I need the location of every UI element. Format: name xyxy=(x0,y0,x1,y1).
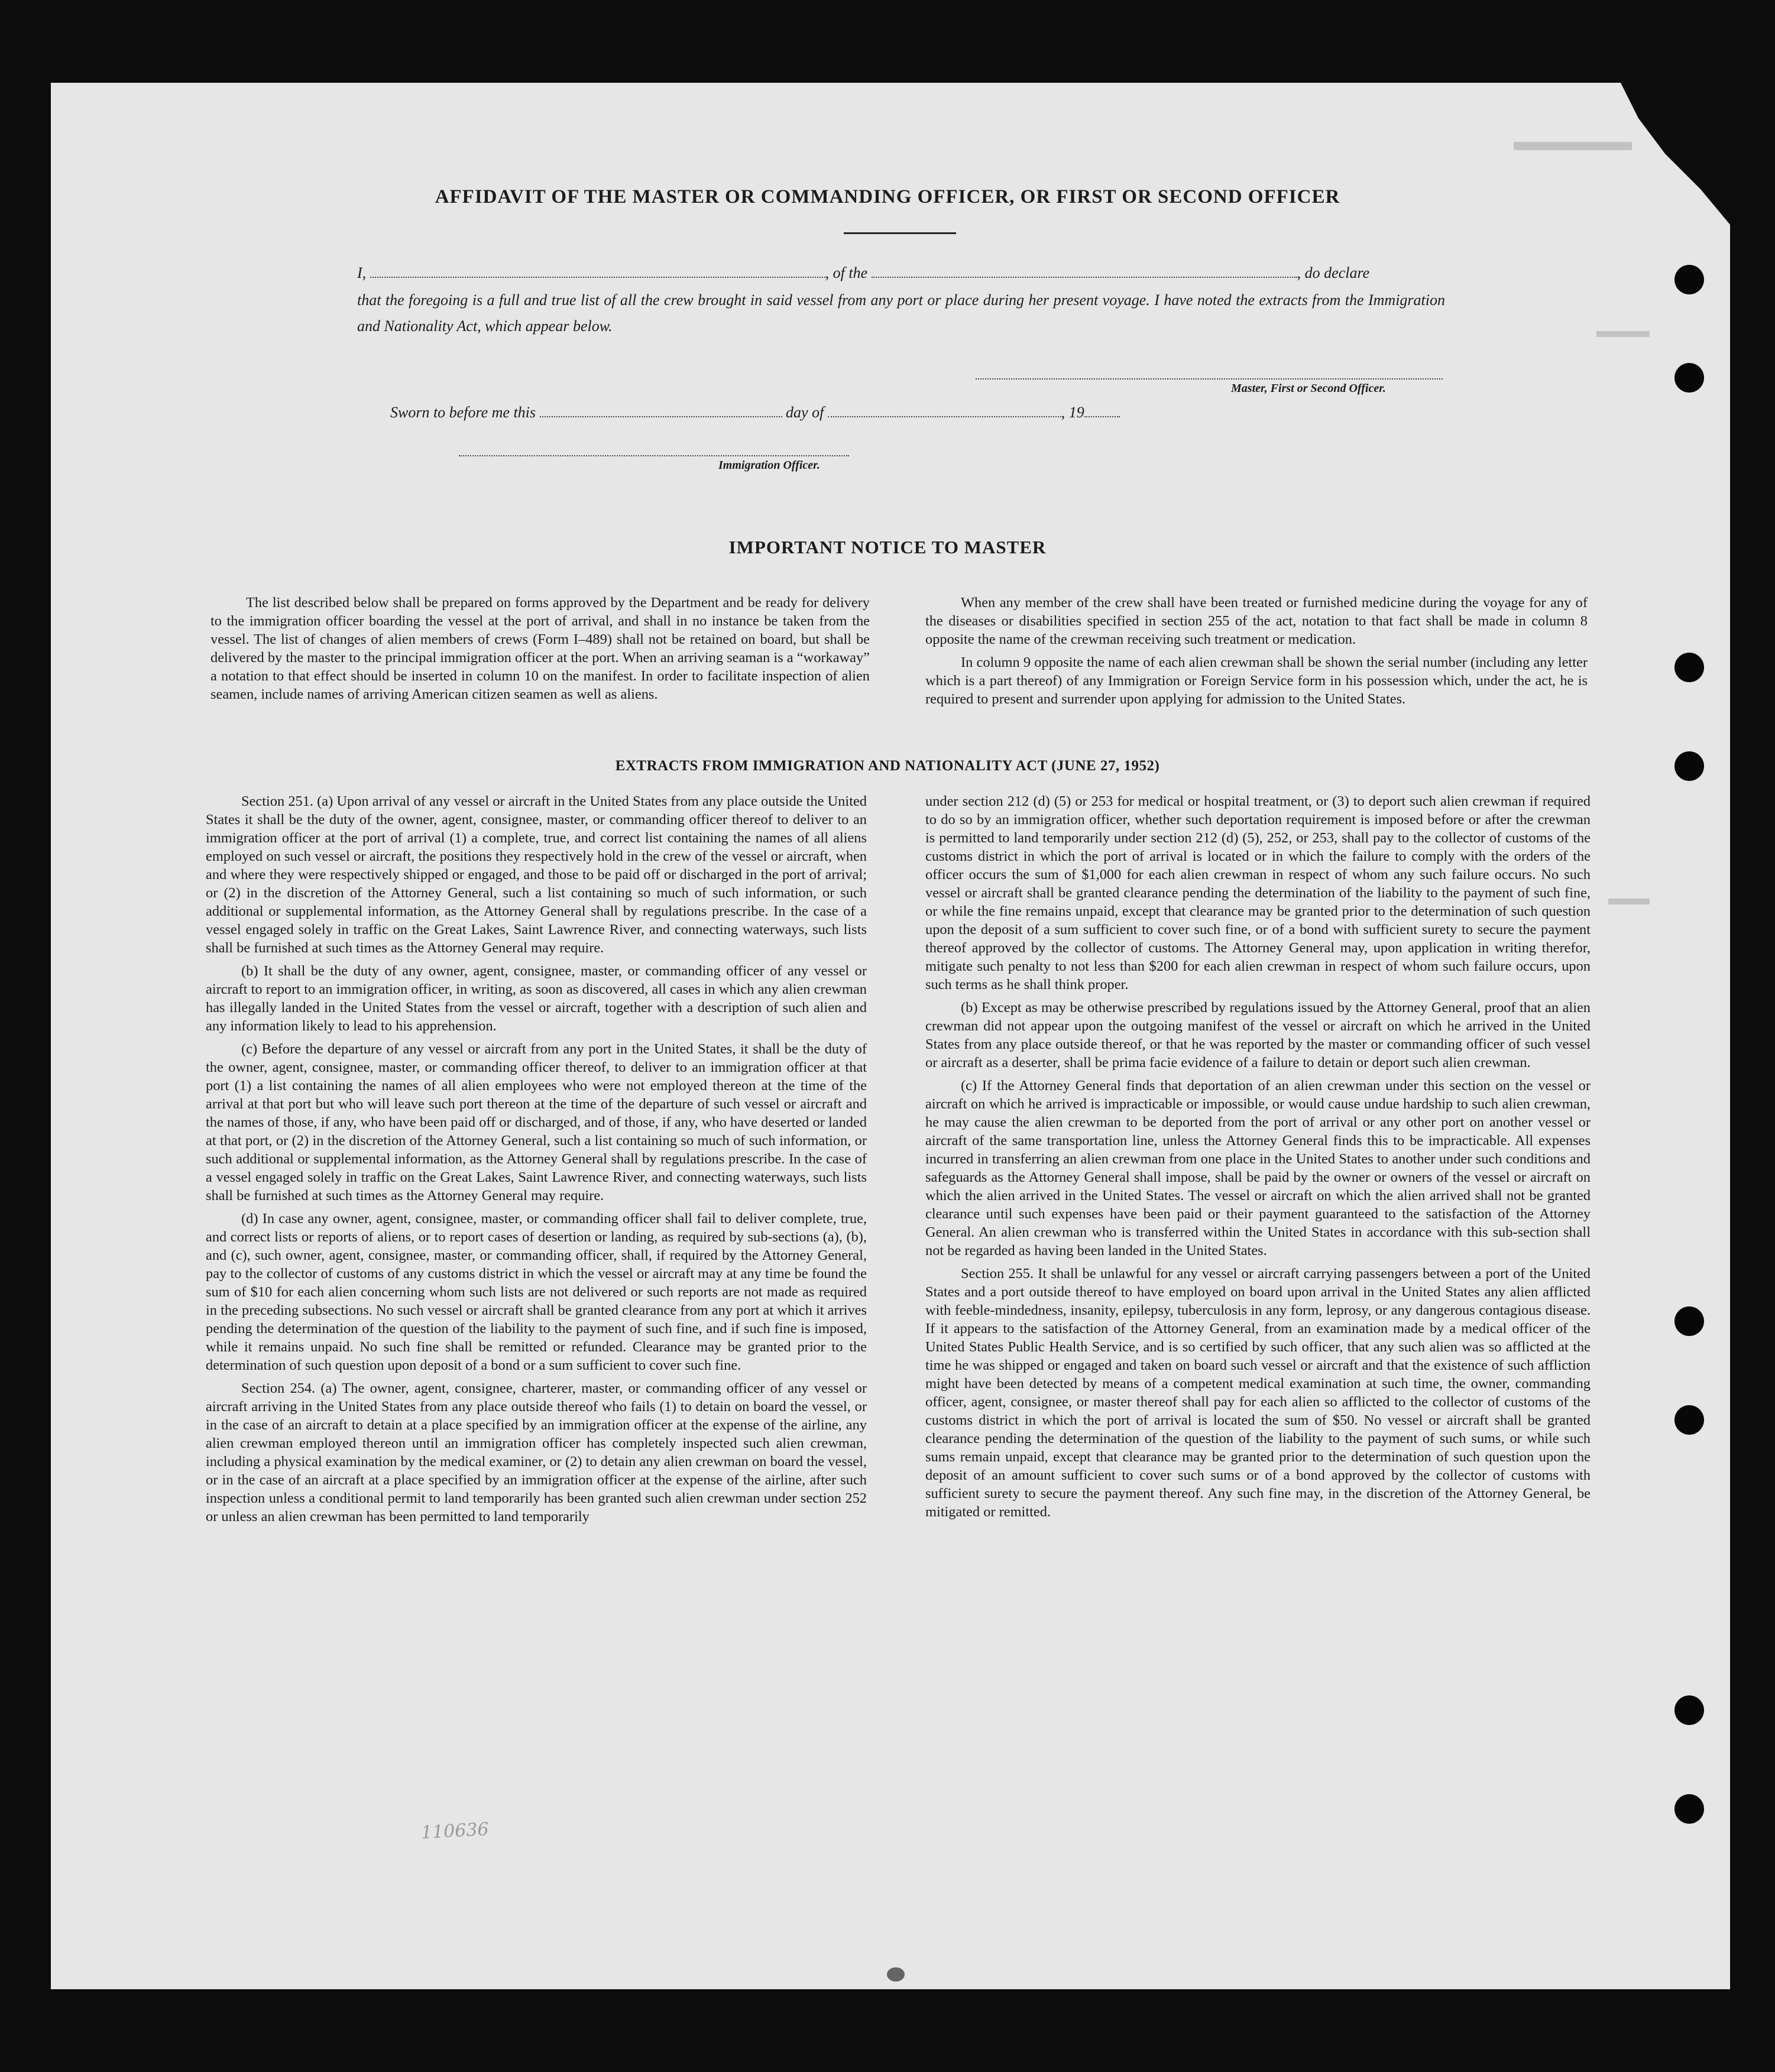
affidavit-title: AFFIDAVIT OF THE MASTER OR COMMANDING OFFICER, OR FIRST OR SECOND OFFICER xyxy=(435,186,1340,207)
notice-right-paragraph: When any member of the crew shall have been treated or furnished medicine during the voyage for any of the diseases or disabilities specified in section 255 of the act, notation to that fact shall be made in column 8 opposite the name of the crewman receiving such treatment or medication. xyxy=(925,595,1588,647)
day-of-label: day of xyxy=(786,404,824,421)
sworn-month-blank xyxy=(828,403,1061,417)
do-declare-label: , do declare xyxy=(1297,264,1370,281)
handwritten-stamp-number: 110636 xyxy=(420,1819,490,1843)
master-signature-line xyxy=(976,378,1443,380)
extract-paragraph: (b) It shall be the duty of any owner, agent, consignee, master, or commanding officer of any vessel or aircraft to report to an immigration officer, in writing, as soon as discovered, all cases in which any alien crewman has illegally landed in the United States from the vessel or aircraft, together with a description of such alien and any information likely to lead to his apprehension. xyxy=(206,963,867,1034)
affidavit-declaration-line xyxy=(357,260,1445,286)
extract-paragraph: (b) Except as may be otherwise prescribed by regulations issued by the Attorney General, proof that an alien crewman did not appear upon the outgoing manifest of the vessel or aircraft on which he arrived in the United States from any place outside thereof, or that he was reported by the master or commanding officer of such vessel or aircraft as a deserter, shall be prima facie evidence of a failure to detain or deport such alien crewman. xyxy=(925,1000,1591,1071)
year-label: , 19 xyxy=(1061,404,1084,421)
sworn-year-blank xyxy=(1084,403,1120,417)
binder-hole xyxy=(1674,1306,1704,1336)
bleed-through-mark xyxy=(887,1967,905,1982)
officer-signature-line xyxy=(459,455,849,456)
extract-paragraph: Section 255. It shall be unlawful for any vessel or aircraft carrying passengers between a port of the United States and a port outside thereof to have employed on board upon arrival in the United States any alien afflicted with feeble-mindedness, insanity, epilepsy, tuberculosis in any form, leprosy, or any dangerous contagious disease. If it appears to the satisfaction of the Attorney General, from an examination made by a medical officer of the United States Public Health Service, and is so certified by such officer, that any such alien was so afflicted at the time he was shipped or engaged and taken on board such vessel or aircraft and that the existence of such affliction might have been detected by means of a competent medical examination at such time, the owner, commanding officer, agent, consignee, or master thereof shall pay for each alien so afflicted to the collector of customs of the customs district in which the port of arrival is located the sum of $50. No vessel or aircraft shall be granted clearance pending the determination of the question of the liability to the payment of such sums, or while such sums remain unpaid, except that clearance may be granted prior to the determination of such question upon the deposit of an amount sufficient to cover such sums or of a bond approved by the collector of customs with sufficient surety to secure the payment thereof. Any such fine may, in the discretion of the Attorney General, be mitigated or remitted. xyxy=(925,1266,1591,1520)
notice-left-paragraph: The list described below shall be prepared on forms approved by the Department and be ready for delivery to the immigration officer boarding the vessel at the port of arrival, and shall in no instance be taken from the vessel. The list of changes of alien members of crews (Form I–489) shall not be retained on board, but shall be delivered by the master to the principal immigration officer at the port. When an arriving seaman is a “workaway” a notation to that effect should be inserted in column 10 on the manifest. In order to facilitate inspection of alien seamen, include names of arriving American citizen seamen as well as aliens. xyxy=(210,595,870,702)
binder-hole xyxy=(1674,363,1704,393)
extract-paragraph: Section 254. (a) The owner, agent, consignee, charterer, master, or commanding officer of any vessel or aircraft arriving in the United States from any place outside thereof who fails (1) to detain on board the vessel, or in the case of an aircraft to detain at a place specified by an immigration officer at the expense of the airline, any alien crewman employed thereon until an immigration officer has completely inspected such alien crewman, including a physical examination by the medical examiner, or (2) to detain any alien crewman on board the vessel, or in the case of an aircraft at a place specified by an immigration officer at the expense of the airline, after such inspection unless a conditional permit to land temporarily has been granted such alien crewman under section 252 or unless an alien crewman has been permitted to land temporarily xyxy=(206,1380,867,1525)
notice-right-column xyxy=(925,594,1588,713)
extracts-right-column xyxy=(925,792,1591,1526)
master-caption: Master, First or Second Officer. xyxy=(1231,382,1386,395)
extract-paragraph: (c) If the Attorney General finds that deportation of an alien crewman under this section on the vessel or aircraft on which he arrived is impracticable or impossible, or would cause undue hardship to such alien crewman, he may cause the alien crewman to be deported from the port of arrival or any other port on another vessel or aircraft of the same transportation line, unless the Attorney General finds this to be impracticable. All expenses incurred in transferring an alien crewman from one place in the United States to another under such conditions and safeguards as the Attorney General shall impose, shall be paid by the owner or owners of the vessel or aircraft on which the alien arrived in the United States. The vessel or aircraft on which the alien arrived shall not be granted clearance until such expenses have been paid or their payment guaranteed to the satisfaction of the Attorney General. An alien crewman who is transferred within the United States in accordance with this sub-section shall not be regarded as having been landed in the United States. xyxy=(925,1078,1591,1259)
binder-hole xyxy=(1674,1405,1704,1435)
binder-hole xyxy=(1674,1695,1704,1725)
extract-paragraph: (c) Before the departure of any vessel or aircraft from any port in the United States, it shall be the duty of the owner, agent, consignee, master, or commanding officer thereof, to deliver to an immigration officer at that port (1) a list containing the names of all alien employees who were not employed thereon at the time of the arrival at that port but who will leave such port thereon at the time of the departure of such vessel or aircraft and the names of those, if any, who have been paid off or discharged, and of those, if any, who have deserted or landed at that port, or (2) in the discretion of the Attorney General, such a list containing so much of such information, or such additional or supplemental information, as the Attorney General shall by regulations prescribe. In the case of a vessel engaged solely in traffic on the Great Lakes, Saint Lawrence River, and connecting waterways, such lists shall be furnished at such times as the Attorney General may require. xyxy=(206,1041,867,1204)
name-blank xyxy=(370,264,825,278)
binder-hole xyxy=(1674,265,1704,294)
notice-right-paragraph: In column 9 opposite the name of each alien crewman shall be shown the serial number (including any letter which is a part thereof) of any Immigration or Foreign Service form in his possession which, under the act, he is required to present and surrender upon applying for admission to the United States. xyxy=(925,654,1588,707)
extract-paragraph: (d) In case any owner, agent, consignee, master, or commanding officer shall fail to deliver complete, true, and correct lists or reports of aliens, or to report cases of desertion or landing, as required by sub-sections (a), (b), and (c), such owner, agent, consignee, master, or commanding officer, shall, if required by the Attorney General, pay to the collector of customs of any customs district in which the vessel or aircraft may at any time be found the sum of $10 for each alien concerning whom such lists are not delivered or such reports are not made as required in the preceding subsections. No such vessel or aircraft shall be granted clearance from any port at which it arrives pending the determination of the question of the liability to the payment of such fine, and if such fine is imposed, while it remains unpaid. No such fine shall be remitted or refunded. Clearance may be granted prior to the determination of such question upon deposit of a bond or a sum sufficient to cover such fine. xyxy=(206,1211,867,1373)
affidavit-body: that the foregoing is a full and true list of all the crew brought in said vessel from any port or place during her present voyage. I have noted the extracts from the Immigration and Nationality Act, which appear below. xyxy=(357,291,1445,335)
bleed-through-mark xyxy=(1596,331,1650,337)
affidavit-i-label: I, xyxy=(357,264,367,281)
extracts-title: EXTRACTS FROM IMMIGRATION AND NATIONALITY ACT (JUNE 27, 1952) xyxy=(615,758,1160,774)
binder-hole xyxy=(1674,1794,1704,1824)
notice-title: IMPORTANT NOTICE TO MASTER xyxy=(728,537,1047,557)
extract-paragraph: under section 212 (d) (5) or 253 for medical or hospital treatment, or (3) to deport such alien crewman if required to do so by an immigration officer, whether such deportation requirement is imposed before or after the crewman is permitted to land temporarily under section 212 (d) (5), 252, or 253, shall pay to the collector of customs of the customs district in which the port of arrival is located or in which the failure to comply with the orders of the officer occurs the sum of $1,000 for each alien crewman in respect of whom any such failure occurs. No such vessel or aircraft shall be granted clearance pending the determination of the liability to the payment of such fine, or while the fine remains unpaid, except that clearance may be granted prior to the determination of such question upon the deposit of a sum sufficient to cover such fine, or of a bond with sufficient surety to secure the payment thereof approved by the collector of customs. The Attorney General may, upon application in writing therefor, mitigate such penalty to not less than $200 for each alien crewman in respect of whom such failure occurs, upon such terms as he shall think proper. xyxy=(925,793,1591,993)
bleed-through-mark xyxy=(1608,899,1650,904)
vessel-blank xyxy=(872,264,1297,278)
extracts-left-column xyxy=(206,792,867,1531)
binder-hole xyxy=(1674,653,1704,682)
title-underline xyxy=(844,232,956,234)
sworn-line xyxy=(390,400,1218,426)
sworn-label: Sworn to before me this xyxy=(390,404,536,421)
sworn-day-blank xyxy=(540,403,782,417)
bleed-through-mark xyxy=(1514,142,1632,150)
of-the-label: , of the xyxy=(825,264,868,281)
extract-paragraph: Section 251. (a) Upon arrival of any vessel or aircraft in the United States from any place outside the United States it shall be the duty of the owner, agent, consignee, master, or commanding officer thereof to deliver to an immigration officer at the port of arrival (1) a complete, true, and correct list containing the names of all aliens employed on such vessel or aircraft, the positions they respectively hold in the crew of the vessel or aircraft, when and where they were respectively shipped or engaged, and those to be paid off or discharged in the port of arrival; or (2) in the discretion of the Attorney General, such a list containing so much of such information, or such additional or supplemental information, as the Attorney General shall by regulations prescribe. In the case of a vessel engaged solely in traffic on the Great Lakes, Saint Lawrence River, and connecting waterways, such lists shall be furnished at such times as the Attorney General may require. xyxy=(206,793,867,956)
officer-caption: Immigration Officer. xyxy=(718,459,820,472)
notice-left-column xyxy=(210,594,870,708)
